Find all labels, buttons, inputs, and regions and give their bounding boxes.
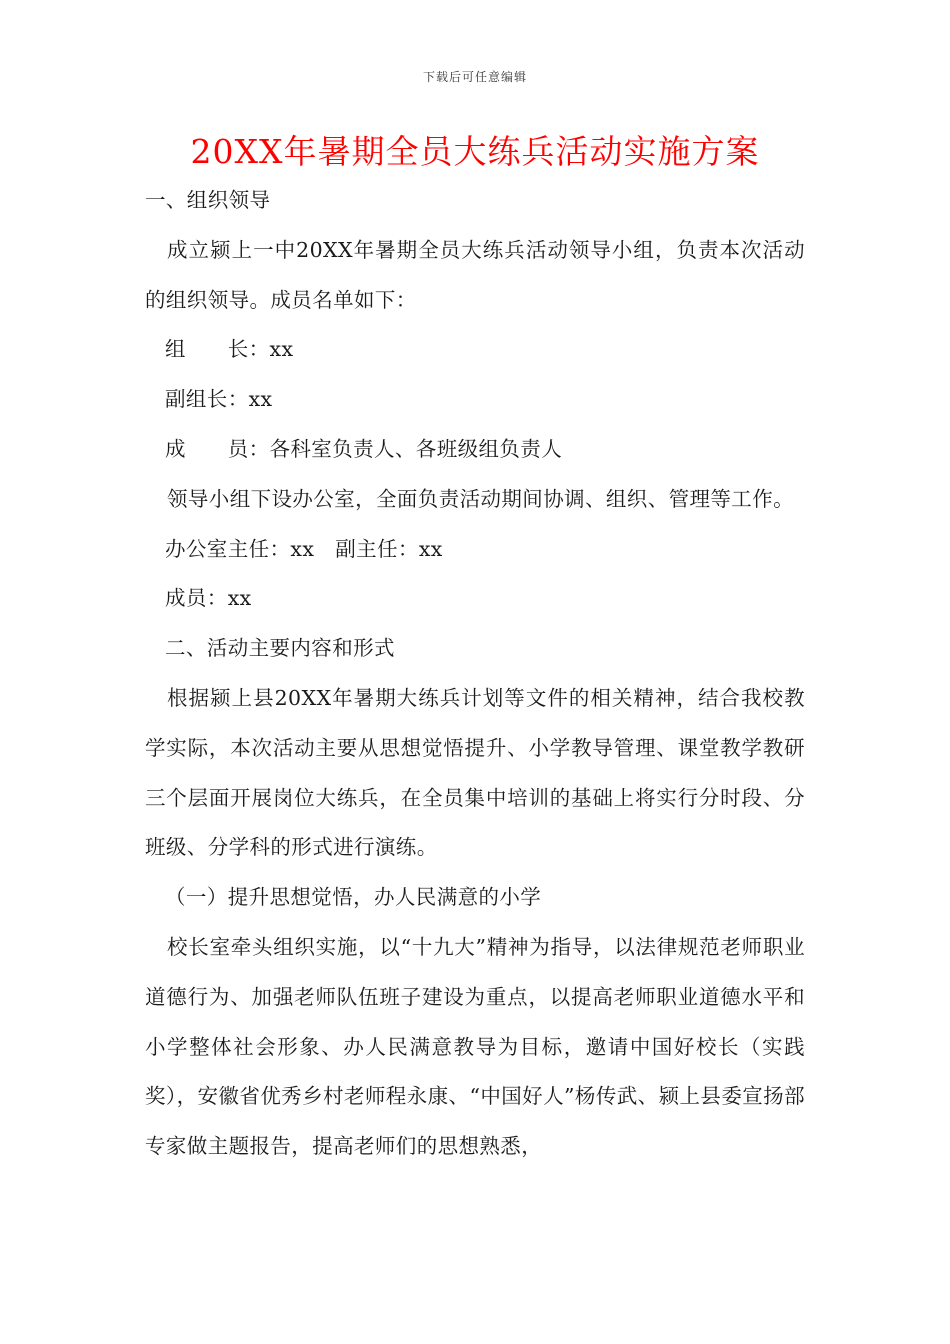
office-director-line: 办公室主任：xx 副主任：xx xyxy=(165,536,443,561)
header-note: 下载后可任意编辑 xyxy=(422,70,527,84)
office-members-line: 成员：xx xyxy=(165,586,252,611)
members-line: 成 员：各科室负责人、各班级组负责人 xyxy=(165,436,563,461)
document-title: 20XX年暑期全员大练兵活动实施方案 xyxy=(190,132,760,171)
paragraph-ideology: 校长室牵头组织实施，以“十九大”精神为指导，以法律规范老师职业道德行为、加强老师队伍班子建设为重点，以提高老师职业道德水平和小学整体社会形象、办人民满意教导为目标，邀请中国好校长（实践奖），安徽省优秀乡村老师程永康、“中国好人”杨传武、颍上县委宣扬部专家做主题报告，提高老师们的思想熟悉， xyxy=(145,934,805,1159)
paragraph-leadership-group: 成立颍上一中20XX年暑期全员大练兵活动领导小组，负责本次活动的组织领导。成员名单如下： xyxy=(145,237,805,312)
document-body xyxy=(145,176,805,1172)
leader-line: 组 长：xx xyxy=(165,337,294,362)
paragraph-office: 领导小组下设办公室，全面负责活动期间协调、组织、管理等工作。 xyxy=(167,486,794,511)
section-heading-organization: 一、组织领导 xyxy=(145,188,271,212)
deputy-leader-line: 副组长：xx xyxy=(165,387,273,412)
section-heading-content: 二、活动主要内容和形式 xyxy=(165,636,395,661)
subsection-heading-ideology: （一）提升思想觉悟，办人民满意的小学 xyxy=(165,885,542,910)
paragraph-activity-content: 根据颍上县20XX年暑期大练兵计划等文件的相关精神，结合我校教学实际，本次活动主要从思想觉悟提升、小学教导管理、课堂教学教研三个层面开展岗位大练兵，在全员集中培训的基础上将实行分时段、分班级、分学科的形式进行演练。 xyxy=(145,685,805,860)
